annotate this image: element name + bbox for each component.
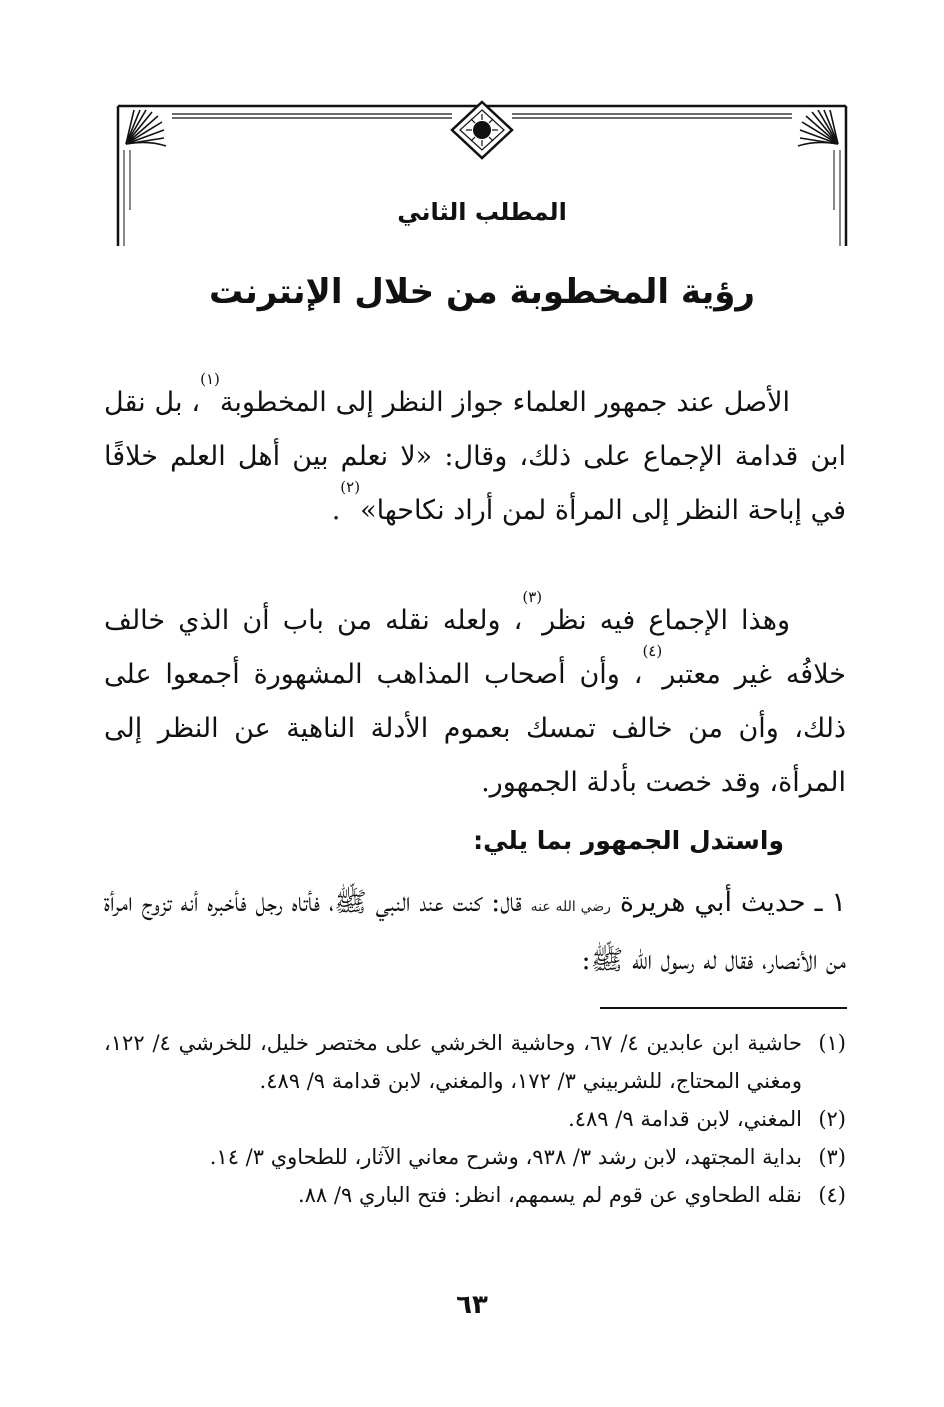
text-run: وهذا الإجماع فيه نظر (542, 605, 791, 636)
right-fan-ornament (798, 110, 838, 146)
footnote-1 (104, 1024, 846, 1100)
paragraph-text (104, 876, 846, 988)
paragraph-text (104, 588, 846, 810)
salla-honorific: ﷺ (590, 945, 624, 976)
footnote-text: بداية المجتهد، لابن رشد ٣/ ٩٣٨، وشرح معاني الآثار، للطحاوي ٣/ ١٤. (209, 1145, 802, 1169)
footnotes (104, 1024, 846, 1214)
text-run: ، وأن أصحاب المذاهب المشهورة أجمعوا على ذلك، وأن من خالف تمسك بعموم الأدلة الناهية عن النظر إلى المرأة، وقد خصت بأدلة الجمهور. (104, 659, 846, 798)
text-run: : (581, 945, 591, 976)
paragraph-2 (104, 588, 846, 810)
center-medallion (452, 102, 512, 158)
footnote-text: نقله الطحاوي عن قوم لم يسمهم، انظر: فتح الباري ٩/ ٨٨. (297, 1183, 802, 1207)
left-fan-ornament (126, 110, 166, 146)
salla-honorific: ﷺ (334, 887, 367, 918)
text-run: ، فأتاه رجل فأخبره أنه تزوج امرأة من الأنصار، فقال له رسول الله (104, 887, 846, 976)
section-label: المطلب الثاني (397, 198, 567, 226)
radiya-honorific: رضي الله عنه (530, 899, 611, 915)
footnote-number: (٣) (818, 1145, 846, 1169)
text-run: ١ ـ حديث أبي هريرة (619, 887, 846, 918)
subheading-text: واستدل الجمهور بما يلي: (473, 826, 784, 855)
paragraph-text (104, 370, 846, 538)
footnote-text: حاشية ابن عابدين ٤/ ٦٧، وحاشية الخرشي على مختصر خليل، للخرشي ٤/ ١٢٢، ومغني المحتاج، للشربيني ٣/ ١٧٢، والمغني، لابن قدامة ٩/ ٤٨٩. (104, 1031, 802, 1093)
footnote-4 (104, 1176, 846, 1214)
footnote-ref-1[interactable]: (١) (200, 370, 220, 388)
text-run: ، ولعله نقله من باب أن الذي خالف خلافُه غير معتبر (104, 605, 846, 690)
subheading (104, 814, 784, 868)
page-number: ٦٣ (456, 1290, 488, 1320)
footnote-separator (600, 1007, 847, 1009)
page-title: رؤية المخطوبة من خلال الإنترنت (209, 272, 755, 312)
paragraph-1 (104, 370, 846, 538)
paragraph-3 (104, 876, 846, 988)
footnote-number: (٢) (818, 1107, 846, 1131)
footnote-number: (١) (818, 1031, 846, 1055)
footnote-3 (104, 1138, 846, 1176)
footnote-ref-2[interactable]: (٢) (340, 478, 361, 496)
footnote-ref-4[interactable]: (٤) (642, 642, 663, 660)
footnote-ref-3[interactable]: (٣) (522, 588, 543, 606)
footnote-number: (٤) (818, 1183, 846, 1207)
text-run: . (331, 495, 341, 526)
text-run: ، بل نقل ابن قدامة الإجماع على ذلك، وقال: «لا نعلم بين أهل العلم خلافًا في إباحة النظر إلى المرأة لمن أراد نكاحها» (104, 387, 846, 526)
text-run: الأصل عند جمهور العلماء جواز النظر إلى المخطوبة (219, 387, 790, 418)
footnote-text: المغني، لابن قدامة ٩/ ٤٨٩. (568, 1107, 802, 1131)
text-run: قال: كنت عند النبي (375, 887, 522, 918)
footnote-2 (104, 1100, 846, 1138)
